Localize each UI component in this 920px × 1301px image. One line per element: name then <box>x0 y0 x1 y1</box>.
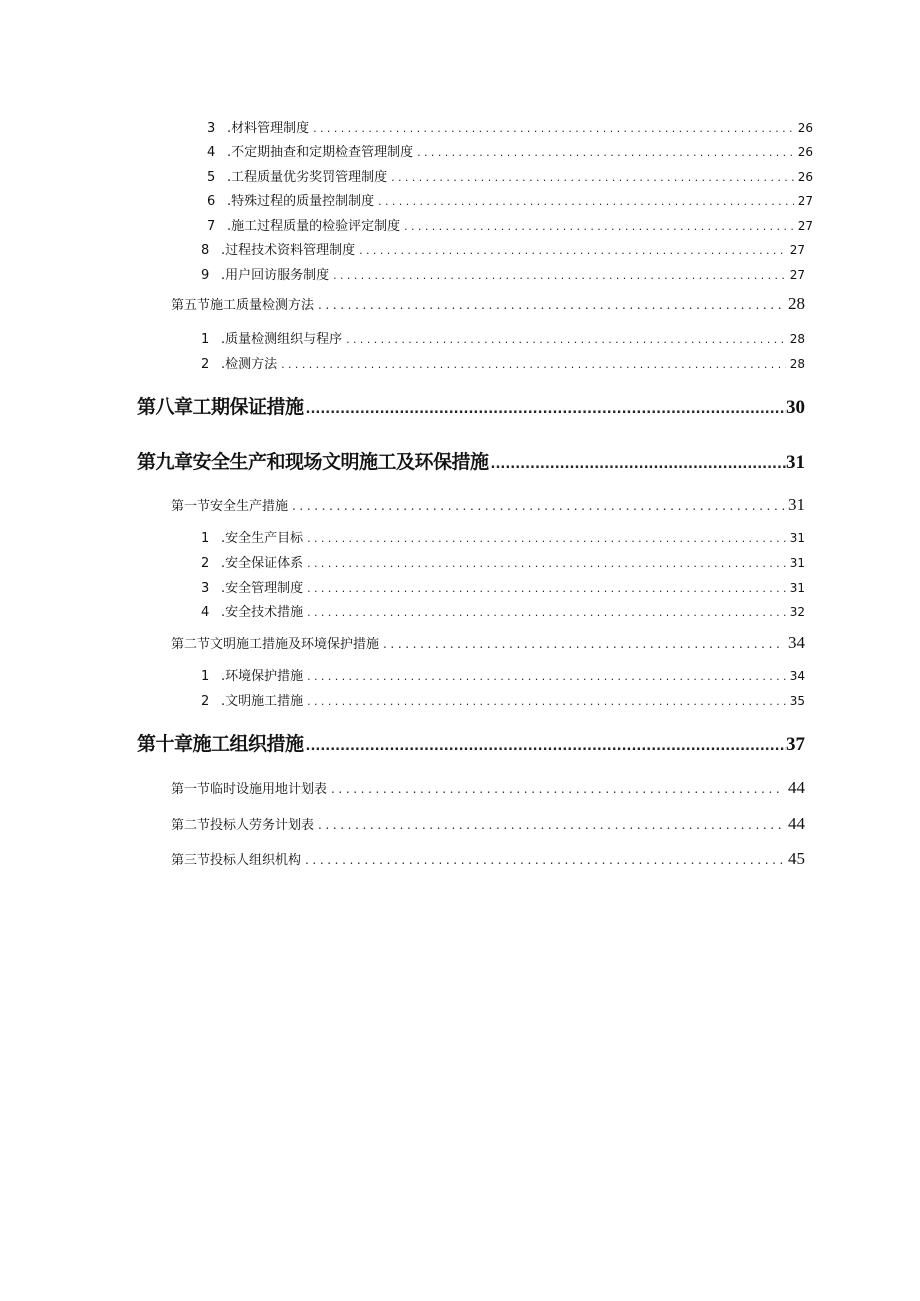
toc-entry[interactable] <box>201 527 805 545</box>
toc-chapter-title: 第八章工期保证措施 <box>137 396 304 418</box>
dot-leader <box>307 695 786 708</box>
toc-entry[interactable] <box>201 690 805 708</box>
toc-entry-title: 1 .质量检测组织与程序 <box>201 332 343 347</box>
toc-page-number: 37 <box>786 734 805 755</box>
toc-page-number: 44 <box>788 814 805 833</box>
toc-page-number: 26 <box>797 170 813 184</box>
toc-entry-title: 2 .安全保证体系 <box>201 556 304 571</box>
toc-page-number: 31 <box>789 531 805 545</box>
toc-page-number: 26 <box>797 121 813 135</box>
toc-chapter-title: 第十章施工组织措施 <box>137 733 304 755</box>
toc-page-number: 27 <box>789 268 805 282</box>
dot-leader <box>307 557 786 570</box>
toc-entry-title: 3 .安全管理制度 <box>201 581 304 596</box>
toc-entry[interactable] <box>207 166 813 184</box>
toc-entry-title: 2 .检测方法 <box>201 357 278 372</box>
toc-chapter[interactable] <box>137 729 805 755</box>
dot-leader <box>417 146 794 159</box>
toc-page-number: 30 <box>786 397 805 418</box>
dot-leader <box>306 739 786 754</box>
toc-page-number: 34 <box>788 633 805 652</box>
dot-leader <box>307 582 786 595</box>
toc-page-number: 26 <box>797 145 813 159</box>
toc-entry-title: 7 .施工过程质量的检验评定制度 <box>207 219 401 234</box>
toc-entry-title: 4 .安全技术措施 <box>201 605 304 620</box>
toc-page-number: 27 <box>797 194 813 208</box>
toc-entry-title: 1 .安全生产目标 <box>201 531 304 546</box>
toc-chapter-title: 第九章安全生产和现场文明施工及环保措施 <box>137 451 489 473</box>
toc-section[interactable] <box>171 814 805 834</box>
dot-leader <box>378 195 794 208</box>
toc-entry[interactable] <box>201 264 805 282</box>
toc-page-number: 27 <box>797 219 813 233</box>
toc-entry[interactable] <box>207 117 813 135</box>
toc-section-title: 第三节投标人组织机构 <box>171 853 302 868</box>
toc-section-title: 第二节文明施工措施及环境保护措施 <box>171 637 380 652</box>
toc-entry-title: 5 .工程质量优劣奖罚管理制度 <box>207 170 388 185</box>
toc-section[interactable] <box>171 633 805 653</box>
dot-leader <box>359 244 786 257</box>
toc-page-number: 28 <box>789 332 805 346</box>
toc-page-number: 45 <box>788 849 805 868</box>
dot-leader <box>292 499 784 513</box>
toc-page-number: 28 <box>788 294 805 313</box>
toc-page-number: 31 <box>786 452 805 473</box>
dot-leader <box>306 402 786 417</box>
toc-section-title: 第一节安全生产措施 <box>171 499 289 514</box>
toc-entry-title: 9 .用户回访服务制度 <box>201 268 330 283</box>
toc-entry[interactable] <box>201 577 805 595</box>
toc-entry-title: 6 .特殊过程的质量控制制度 <box>207 194 375 209</box>
dot-leader <box>281 358 786 371</box>
dot-leader <box>307 606 786 619</box>
dot-leader <box>404 220 794 233</box>
toc-entry[interactable] <box>201 665 805 683</box>
toc-chapter[interactable] <box>137 447 805 473</box>
toc-section-title: 第一节临时设施用地计划表 <box>171 782 328 797</box>
toc-page-number: 31 <box>789 556 805 570</box>
toc-section[interactable] <box>171 849 805 869</box>
toc-entry[interactable] <box>201 601 805 619</box>
toc-section[interactable] <box>171 294 805 314</box>
toc-page-number: 31 <box>788 495 805 514</box>
toc-section[interactable] <box>171 778 805 798</box>
dot-leader <box>307 670 786 683</box>
toc-page-number: 31 <box>789 581 805 595</box>
dot-leader <box>491 457 786 472</box>
toc-entry[interactable] <box>207 190 813 208</box>
toc-entry[interactable] <box>207 141 813 159</box>
toc-section-title: 第五节施工质量检测方法 <box>171 298 315 313</box>
toc-entry-title: 2 .文明施工措施 <box>201 694 304 709</box>
toc-entry-title: 3 .材料管理制度 <box>207 121 310 136</box>
dot-leader <box>307 532 786 545</box>
toc-page-number: 34 <box>789 669 805 683</box>
dot-leader <box>346 333 786 346</box>
toc-entry[interactable] <box>201 239 805 257</box>
toc-page-number: 28 <box>789 357 805 371</box>
dot-leader <box>331 782 784 796</box>
toc-entry-title: 1 .环境保护措施 <box>201 669 304 684</box>
toc-entry[interactable] <box>207 215 813 233</box>
toc-page-number: 44 <box>788 778 805 797</box>
toc-entry[interactable] <box>201 353 805 371</box>
dot-leader <box>318 818 784 832</box>
toc-section-title: 第二节投标人劳务计划表 <box>171 818 315 833</box>
toc-chapter[interactable] <box>137 392 805 418</box>
dot-leader <box>383 637 784 651</box>
toc-entry-title: 8 .过程技术资料管理制度 <box>201 243 356 258</box>
toc-page-number: 35 <box>789 694 805 708</box>
toc-page-number: 32 <box>789 605 805 619</box>
dot-leader <box>313 122 794 135</box>
dot-leader <box>333 269 786 282</box>
toc-entry[interactable] <box>201 328 805 346</box>
dot-leader <box>318 298 784 312</box>
toc-entry-title: 4 .不定期抽查和定期检查管理制度 <box>207 145 414 160</box>
toc-section[interactable] <box>171 495 805 515</box>
dot-leader <box>391 171 794 184</box>
toc-page-number: 27 <box>789 243 805 257</box>
toc-entry[interactable] <box>201 552 805 570</box>
dot-leader <box>305 853 784 867</box>
